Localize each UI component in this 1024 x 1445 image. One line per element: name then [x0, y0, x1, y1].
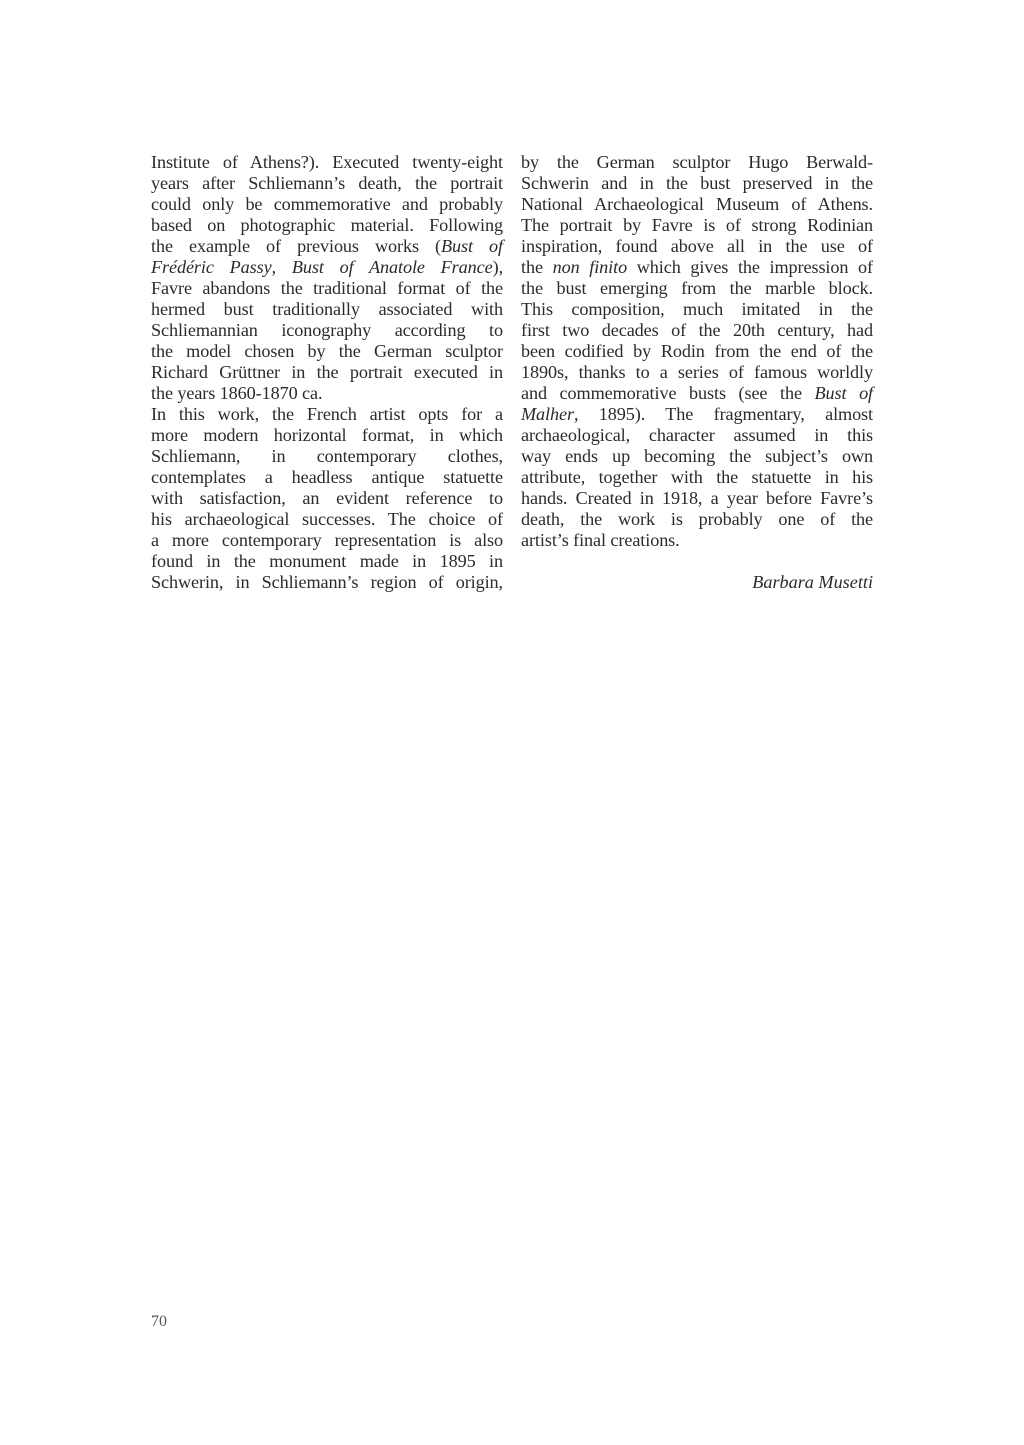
text-line: contemplates a headless antique statuette — [151, 467, 503, 487]
text-line: could only be commemorative and probably — [151, 194, 503, 214]
text-run: the example of previous works ( — [151, 236, 442, 256]
text-line: National Archaeological Museum of Athens. — [521, 194, 873, 214]
text-line: This composition, much imitated in the — [521, 299, 873, 319]
text-line: been codified by Rodin from the end of the — [521, 341, 873, 361]
text-run: the — [521, 257, 553, 277]
page-number: 70 — [151, 1313, 167, 1330]
text-line: by the German sculptor Hugo Berwald- — [521, 152, 873, 172]
italic-title: Bust of — [441, 236, 503, 256]
text-run: , 1895). The fragmentary, almost — [573, 404, 873, 424]
italic-title: Frédéric Passy — [151, 257, 272, 277]
italic-term: non finito — [552, 257, 628, 277]
text-line — [521, 257, 873, 278]
text-line: The portrait by Favre is of strong Rodinian — [521, 215, 873, 235]
italic-title: Malher — [521, 404, 574, 424]
text-line — [521, 404, 873, 425]
text-run: ), — [492, 257, 504, 277]
text-run: and commemorative busts (see the — [521, 383, 815, 403]
text-line: more modern horizontal format, in which — [151, 425, 503, 445]
italic-title: Bust of Anatole France — [291, 257, 493, 277]
text-run: which gives the impression of — [627, 257, 874, 277]
text-line: with satisfaction, an evident reference to — [151, 488, 503, 508]
text-line: found in the monument made in 1895 in — [151, 551, 503, 571]
text-line: way ends up becoming the subject’s own — [521, 446, 873, 466]
text-line: his archaeological successes. The choice of — [151, 509, 503, 529]
text-line: Schwerin and in the bust preserved in the — [521, 173, 873, 193]
text-line: In this work, the French artist opts for a — [151, 404, 503, 424]
text-line: archaeological, character assumed in this — [521, 425, 873, 445]
text-line: hermed bust traditionally associated with — [151, 299, 503, 319]
text-line — [521, 383, 873, 404]
text-line: the model chosen by the German sculptor — [151, 341, 503, 361]
text-line: hands. Created in 1918, a year before Favre’s — [521, 488, 873, 508]
text-line: Schliemannian iconography according to — [151, 320, 503, 340]
text-line: Institute of Athens?). Executed twenty-eight — [151, 152, 503, 172]
text-line: Richard Grüttner in the portrait executed in — [151, 362, 503, 382]
text-column-left — [151, 152, 503, 593]
author-signature: Barbara Musetti — [752, 572, 873, 592]
text-run: , — [271, 257, 292, 277]
text-line: inspiration, found above all in the use of — [521, 236, 873, 256]
text-line — [151, 257, 503, 278]
text-line: Schwerin, in Schliemann’s region of origin, — [151, 572, 503, 592]
text-line: attribute, together with the statuette in his — [521, 467, 873, 487]
italic-title: Bust of — [814, 383, 874, 403]
text-line: a more contemporary representation is also — [151, 530, 503, 550]
text-line: the bust emerging from the marble block. — [521, 278, 873, 298]
text-line: 1890s, thanks to a series of famous worldly — [521, 362, 873, 382]
text-line: Schliemann, in contemporary clothes, — [151, 446, 503, 466]
text-line: based on photographic material. Following — [151, 215, 503, 235]
text-line — [151, 236, 503, 257]
text-line: Favre abandons the traditional format of the — [151, 278, 503, 298]
text-line: years after Schliemann’s death, the portrait — [151, 173, 503, 193]
text-line: first two decades of the 20th century, had — [521, 320, 873, 340]
text-column-right — [521, 152, 873, 551]
text-line: the years 1860-1870 ca. — [151, 383, 323, 403]
text-line: death, the work is probably one of the — [521, 509, 873, 529]
text-line: artist’s final creations. — [521, 530, 680, 550]
